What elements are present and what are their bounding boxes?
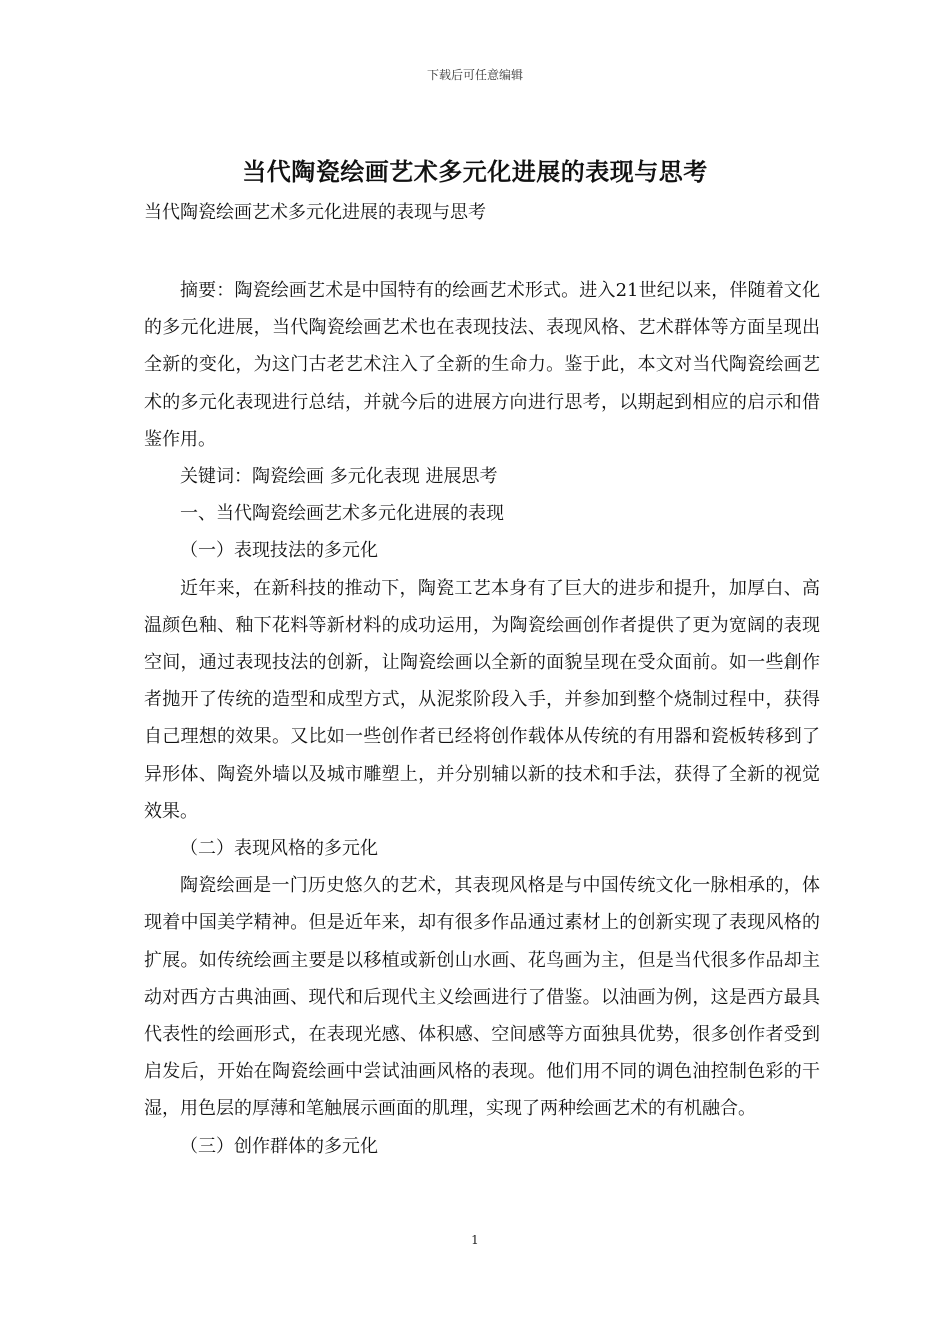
document-body xyxy=(144,272,820,1165)
body-paragraph-1: 近年来，在新科技的推动下，陶瓷工艺本身有了巨大的进步和提升，加厚白、高温颜色釉、釉下花料等新材料的成功运用，为陶瓷绘画创作者提供了更为宽阔的表现空间，通过表现技法的创新，让陶瓷绘画以全新的面貌呈现在受众面前。如一些創作者抛开了传统的造型和成型方式，从泥浆阶段入手，并参加到整个烧制过程中，获得自己理想的效果。又比如一些创作者已经将创作载体从传统的有用器和瓷板转移到了异形体、陶瓷外墙以及城市雕塑上，并分别辅以新的技术和手法，获得了全新的视觉效果。 xyxy=(144,577,820,822)
body-paragraph-2: 陶瓷绘画是一门历史悠久的艺术，其表现风格是与中国传统文化一脉相承的，体现着中国美学精神。但是近年来，却有很多作品通过素材上的创新实现了表现风格的扩展。如传统绘画主要是以移植或新创山水画、花鸟画为主，但是当代很多作品却主动对西方古典油画、现代和后现代主义绘画进行了借鉴。以油画为例，这是西方最具代表性的绘画形式，在表现光感、体积感、空间感等方面独具优势，很多创作者受到启发后，开始在陶瓷绘画中尝试油画风格的表现。他们用不同的调色油控制色彩的干湿，用色层的厚薄和笔触展示画面的肌理，实现了两种绘画艺术的有机融合。 xyxy=(144,875,820,1120)
section-heading-1: 一、当代陶瓷绘画艺术多元化进展的表现 xyxy=(180,503,504,525)
document-subtitle: 当代陶瓷绘画艺术多元化进展的表现与思考 xyxy=(144,202,486,223)
page-number: 1 xyxy=(471,1233,479,1247)
subsection-heading-1: （一）表现技法的多元化 xyxy=(180,540,378,562)
keywords-paragraph: 关键词：陶瓷绘画 多元化表现 进展思考 xyxy=(180,466,498,488)
subsection-heading-2: （二）表现风格的多元化 xyxy=(180,838,378,860)
abstract-paragraph: 摘要：陶瓷绘画艺术是中国特有的绘画艺术形式。进入21世纪以来，伴随着文化的多元化进展，当代陶瓷绘画艺术也在表现技法、表现风格、艺术群体等方面呈现出全新的变化，为这门古老艺术注入了全新的生命力。鉴于此，本文对当代陶瓷绘画艺术的多元化表现进行总结，并就今后的进展方向进行思考，以期起到相应的启示和借鉴作用。 xyxy=(144,280,820,450)
subsection-heading-3: （三）创作群体的多元化 xyxy=(180,1135,378,1157)
header-note: 下载后可任意编辑 xyxy=(426,68,523,82)
document-title: 当代陶瓷绘画艺术多元化进展的表现与思考 xyxy=(242,157,708,186)
